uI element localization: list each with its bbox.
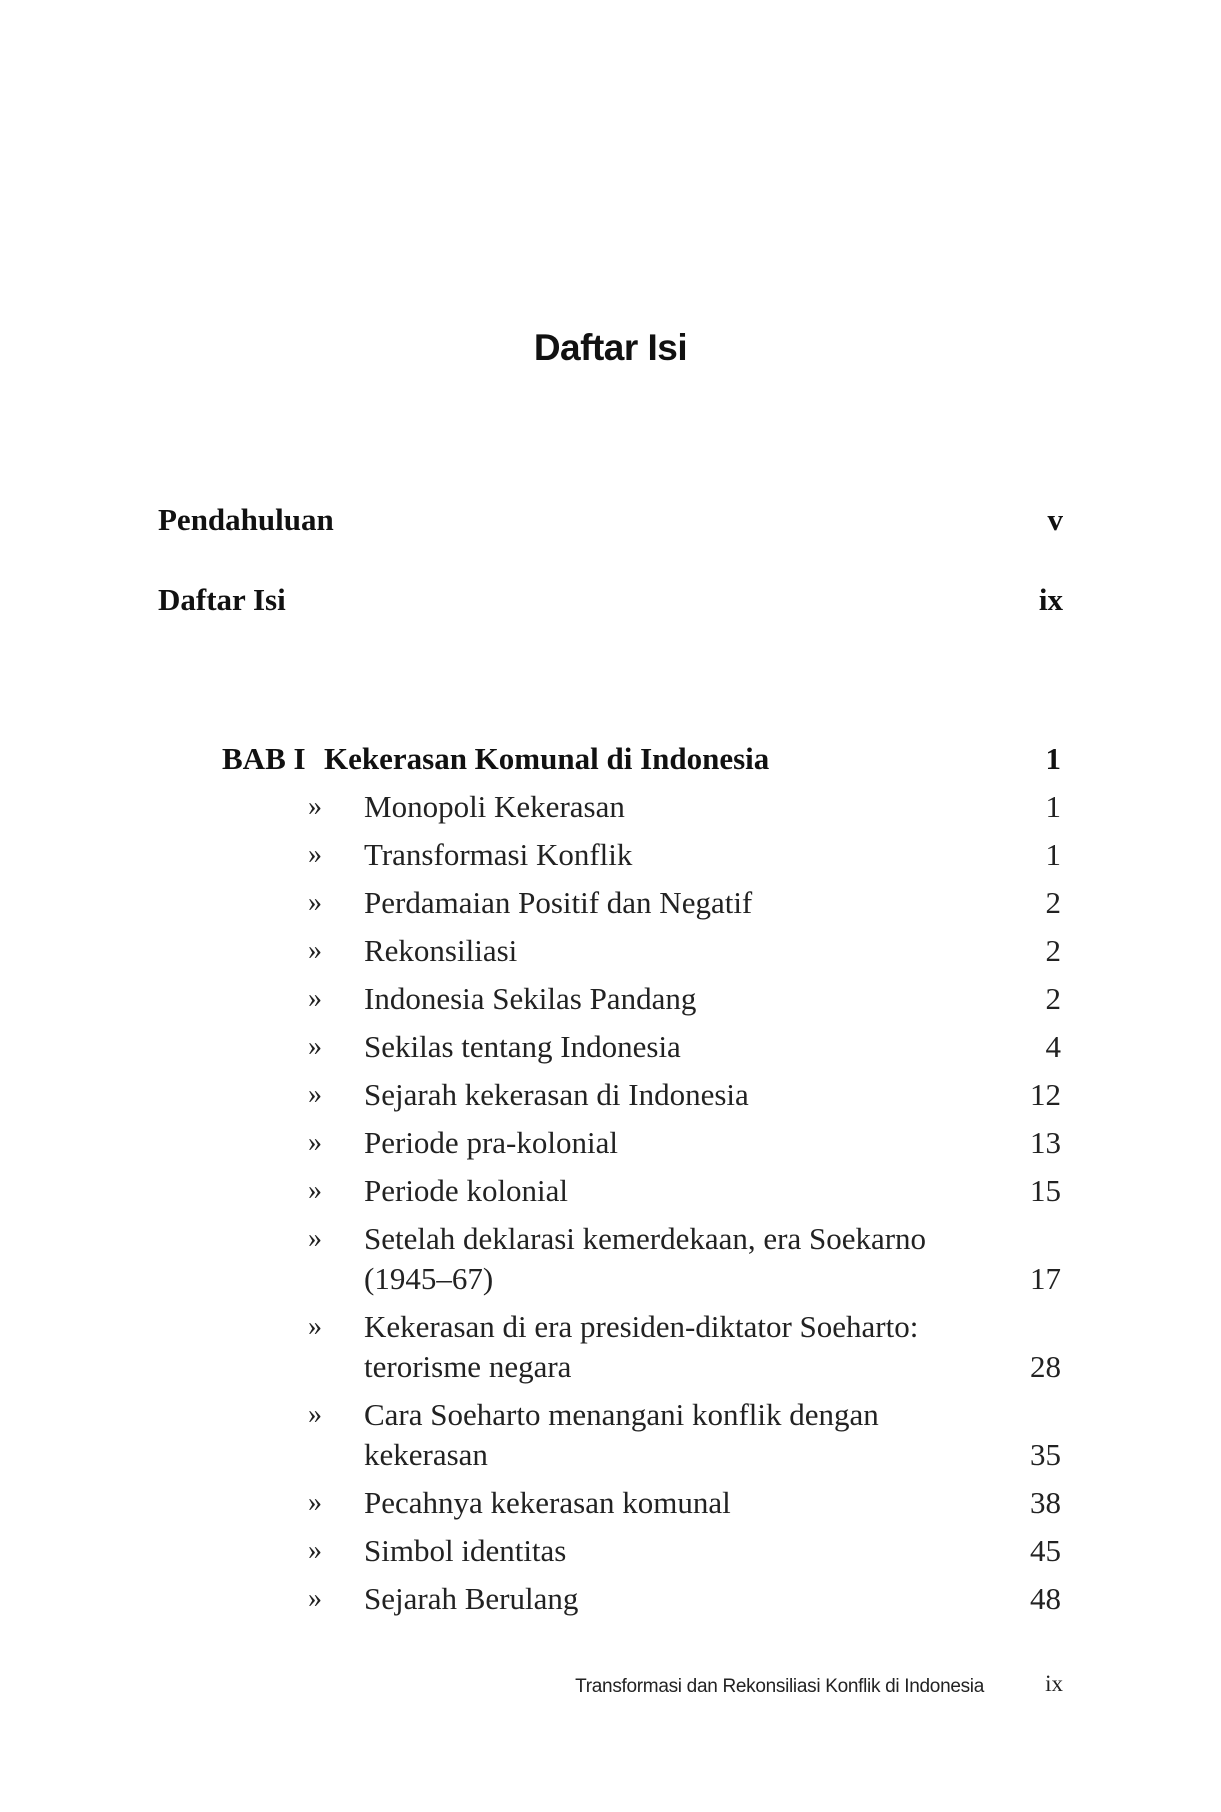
toc-entry-text: Indonesia Sekilas Pandang xyxy=(364,981,697,1016)
bullet-icon: » xyxy=(308,839,322,870)
toc-entry-page: 38 xyxy=(1030,1485,1061,1520)
bullet-icon: » xyxy=(308,887,322,918)
toc-entry[interactable] xyxy=(300,1395,1061,1475)
toc-entry-text: Periode pra-kolonial xyxy=(364,1125,618,1160)
toc-entry-page: 48 xyxy=(1030,1581,1061,1616)
toc-entry-label: Pendahuluan xyxy=(158,502,334,537)
toc-entry[interactable] xyxy=(300,1027,1061,1067)
running-footer-title: Transformasi dan Rekonsiliasi Konflik di Indonesia xyxy=(575,1676,984,1697)
toc-entry-text: Simbol identitas xyxy=(364,1533,567,1568)
toc-entry[interactable] xyxy=(300,883,1061,923)
bullet-icon: » xyxy=(308,983,322,1014)
bullet-icon: » xyxy=(308,1223,322,1254)
bullet-icon: » xyxy=(308,1031,322,1062)
toc-entry[interactable] xyxy=(300,1579,1061,1619)
bullet-icon: » xyxy=(308,1175,322,1206)
toc-entry-text: Cara Soeharto menangani konflik dengan kekerasan xyxy=(364,1397,879,1472)
toc-entry-page: 2 xyxy=(1045,885,1061,920)
chapter-page: 1 xyxy=(1045,741,1061,776)
toc-entry-page: 45 xyxy=(1030,1533,1061,1568)
toc-entry-page: 13 xyxy=(1030,1125,1061,1160)
page-title: Daftar Isi xyxy=(533,327,688,368)
toc-entry[interactable] xyxy=(300,1219,1061,1299)
folio-page-number: ix xyxy=(1045,1671,1063,1696)
toc-entry[interactable] xyxy=(300,1075,1061,1115)
bullet-icon: » xyxy=(308,1487,322,1518)
toc-entry[interactable] xyxy=(300,1307,1061,1387)
toc-entry-text: Pecahnya kekerasan komunal xyxy=(364,1485,731,1520)
toc-entry-page: 1 xyxy=(1045,789,1061,824)
toc-entry[interactable] xyxy=(300,1483,1061,1523)
toc-entry[interactable] xyxy=(300,1531,1061,1571)
toc-entry-text: Rekonsiliasi xyxy=(364,933,518,968)
toc-entry[interactable] xyxy=(300,979,1061,1019)
chapter-number: BAB I xyxy=(222,741,306,776)
toc-entry[interactable] xyxy=(300,835,1061,875)
toc-entry-text: Perdamaian Positif dan Negatif xyxy=(364,885,753,920)
toc-entry-text: Sekilas tentang Indonesia xyxy=(364,1029,681,1064)
toc-entry-text: Monopoli Kekerasan xyxy=(364,789,625,824)
bullet-icon: » xyxy=(308,1127,322,1158)
toc-entry-page: 2 xyxy=(1045,981,1061,1016)
toc-entry-page: 35 xyxy=(1030,1437,1061,1472)
toc-entry-page: 17 xyxy=(1030,1261,1061,1296)
bullet-icon: » xyxy=(308,1399,322,1430)
toc-entry-page: ix xyxy=(1038,582,1063,617)
toc-entry-text: Transformasi Konflik xyxy=(364,837,633,872)
bullet-icon: » xyxy=(308,935,322,966)
toc-entry-text: Setelah deklarasi kemerdekaan, era Soekarno (1945–67) xyxy=(364,1221,927,1296)
toc-entry[interactable] xyxy=(300,1171,1061,1211)
bullet-icon: » xyxy=(308,1079,322,1110)
toc-entry-text: Sejarah kekerasan di Indonesia xyxy=(364,1077,749,1112)
toc-entry-text: Kekerasan di era presiden-diktator Soeharto: terorisme negara xyxy=(364,1309,919,1384)
toc-entry-page: 28 xyxy=(1030,1349,1061,1384)
chapter-title: Kekerasan Komunal di Indonesia xyxy=(324,741,770,776)
bullet-icon: » xyxy=(308,1583,322,1614)
toc-entry-page: 12 xyxy=(1030,1077,1061,1112)
toc-entry-page: 2 xyxy=(1045,933,1061,968)
toc-entry[interactable] xyxy=(300,1123,1061,1163)
toc-entry-text: Sejarah Berulang xyxy=(364,1581,579,1616)
toc-entry-page: 4 xyxy=(1045,1029,1061,1064)
bullet-icon: » xyxy=(308,791,322,822)
toc-entry[interactable] xyxy=(300,787,1061,827)
bullet-icon: » xyxy=(308,1535,322,1566)
toc-entry-page: 1 xyxy=(1045,837,1061,872)
toc-entry-page: v xyxy=(1047,502,1063,537)
toc-entry-label: Daftar Isi xyxy=(158,582,286,617)
toc-entry-text: Periode kolonial xyxy=(364,1173,569,1208)
bullet-icon: » xyxy=(308,1311,322,1342)
toc-entry-page: 15 xyxy=(1030,1173,1061,1208)
toc-entry-list xyxy=(300,787,1061,1627)
toc-entry[interactable] xyxy=(300,931,1061,971)
